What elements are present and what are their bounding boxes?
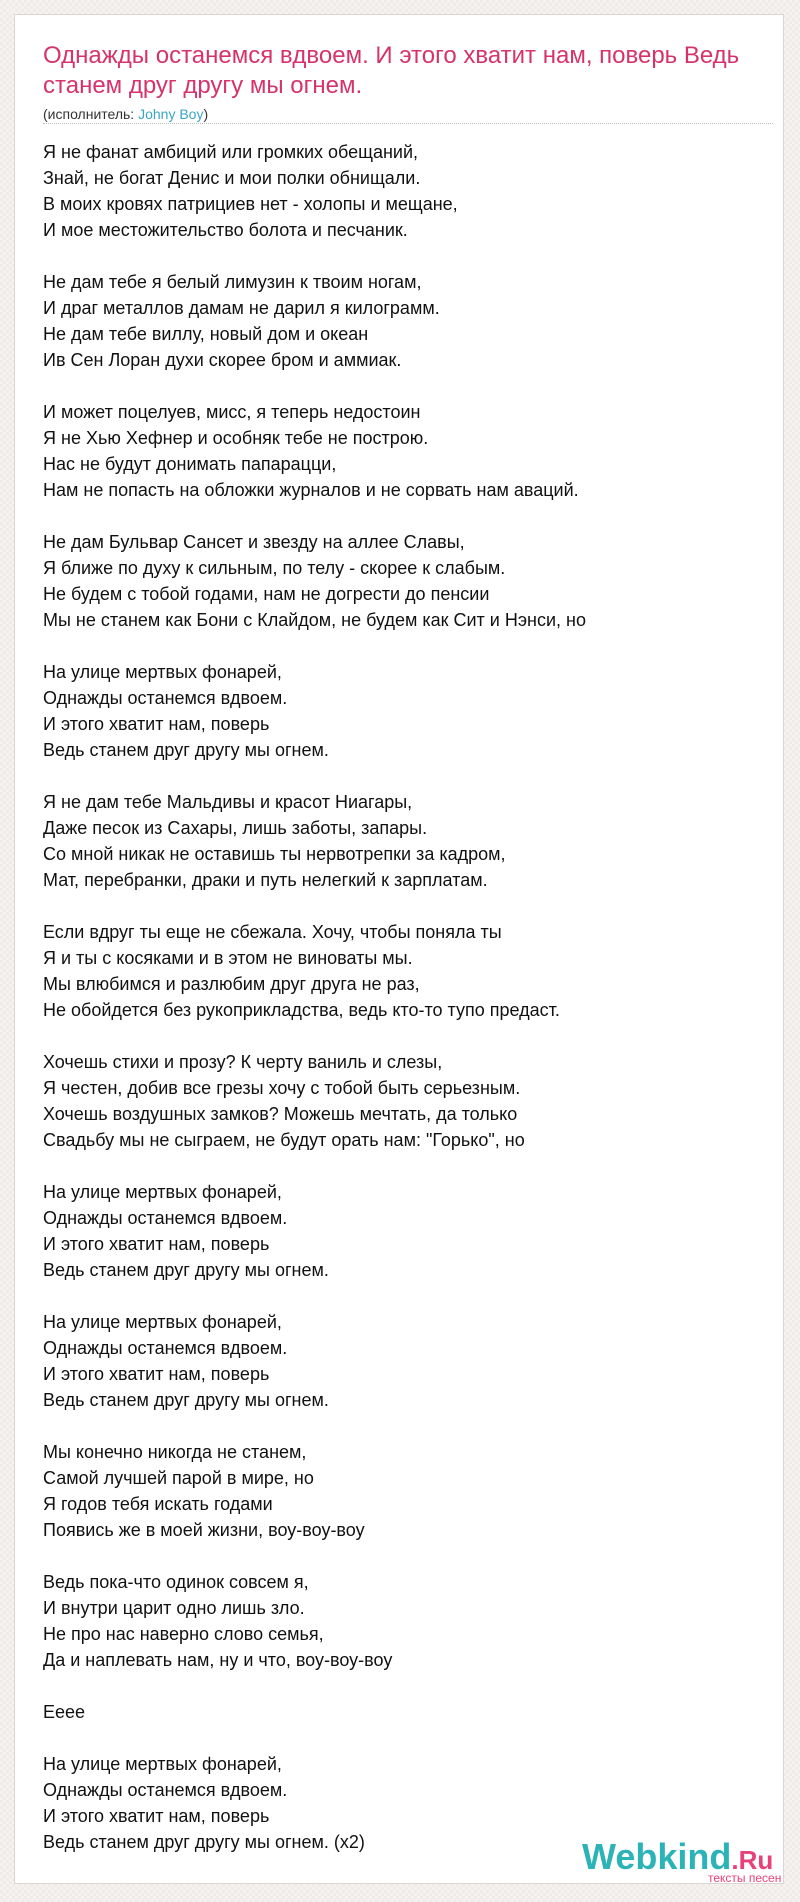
logo-tagline: тексты песен (708, 1871, 782, 1885)
lyrics-line: На улице мертвых фонарей, (43, 662, 282, 682)
lyrics-line: Свадьбу мы не сыграем, не будут орать нам: "Горько", но (43, 1130, 525, 1150)
lyrics-line: Я ближе по духу к сильным, по телу - скорее к слабым. (43, 558, 506, 578)
lyrics-line: Ведь станем друг другу мы огнем. (43, 1390, 329, 1410)
lyrics-line: Не про нас наверно слово семья, (43, 1624, 324, 1644)
lyrics-stanza (43, 789, 773, 893)
lyrics-line: Я не фанат амбиций или громких обещаний, (43, 142, 419, 162)
lyrics-line: Ив Сен Лоран духи скорее бром и аммиак. (43, 350, 402, 370)
lyrics-line: Мы не станем как Бони с Клайдом, не будем как Сит и Нэнси, но (43, 610, 586, 630)
lyrics-line: Не будем с тобой годами, нам не догрести до пенсии (43, 584, 490, 604)
site-logo[interactable] (582, 1837, 782, 1887)
lyrics-line: И внутри царит одно лишь зло. (43, 1598, 305, 1618)
lyrics-line: Ведь пока-что одинок совсем я, (43, 1572, 309, 1592)
lyrics-line: Мат, перебранки, драки и путь нелегкий к зарплатам. (43, 870, 488, 890)
lyrics-line: Я честен, добив все грезы хочу с тобой быть серьезным. (43, 1078, 521, 1098)
lyrics-stanza (43, 1569, 773, 1673)
lyrics-line: Знай, не богат Денис и мои полки обнищали. (43, 168, 421, 188)
lyrics-line: Однажды останемся вдвоем. (43, 1208, 288, 1228)
page-title: Однажды останемся вдвоем. И этого хватит нам, поверь Ведь станем друг другу мы огнем. (43, 42, 740, 99)
title-divider (43, 123, 773, 124)
lyrics-line: Ведь станем друг другу мы огнем. (43, 1260, 329, 1280)
lyrics-line: Однажды останемся вдвоем. (43, 1338, 288, 1358)
lyrics-stanza (43, 269, 773, 373)
lyrics-line: Я годов тебя искать годами (43, 1494, 273, 1514)
lyrics-line: Нам не попасть на обложки журналов и не сорвать нам аваций. (43, 480, 579, 500)
lyrics-line: И мое местожительство болота и песчаник. (43, 220, 408, 240)
lyrics-line: И этого хватит нам, поверь (43, 1234, 270, 1254)
lyrics-line: Я не Хью Хефнер и особняк тебе не построю. (43, 428, 429, 448)
logo-domain-text: .Ru (731, 1845, 774, 1875)
performer-prefix: (исполнитель: (43, 106, 139, 122)
lyrics-line: Хочешь стихи и прозу? К черту ваниль и слезы, (43, 1052, 443, 1072)
lyrics-line: Самой лучшей парой в мире, но (43, 1468, 314, 1488)
lyrics-stanza (43, 1179, 773, 1283)
lyrics-stanza (43, 1309, 773, 1413)
lyrics-line: И этого хватит нам, поверь (43, 714, 270, 734)
lyrics-stanza (43, 1049, 773, 1153)
logo-main-text: Webkind (582, 1836, 732, 1877)
lyrics-line: Даже песок из Сахары, лишь заботы, запары. (43, 818, 428, 838)
lyrics-stanza (43, 399, 773, 503)
performer-line (43, 105, 208, 123)
lyrics-line: Нас не будут донимать папарацци, (43, 454, 337, 474)
lyrics-line: Если вдруг ты еще не сбежала. Хочу, чтобы поняла ты (43, 922, 502, 942)
lyrics-line: На улице мертвых фонарей, (43, 1754, 282, 1774)
lyrics-line: И этого хватит нам, поверь (43, 1364, 270, 1384)
lyrics-line: И этого хватит нам, поверь (43, 1806, 270, 1826)
lyrics-stanza (43, 529, 773, 633)
lyrics-line: На улице мертвых фонарей, (43, 1182, 282, 1202)
lyrics-line: Однажды останемся вдвоем. (43, 1780, 288, 1800)
lyrics-line: Хочешь воздушных замков? Можешь мечтать, да только (43, 1104, 518, 1124)
artist-link[interactable]: Johny Boy (138, 106, 204, 122)
lyrics-stanza (43, 1439, 773, 1543)
lyrics-line: Не дам тебе я белый лимузин к твоим ногам, (43, 272, 422, 292)
lyrics-card (14, 14, 784, 1884)
lyrics-stanza (43, 919, 773, 1023)
lyrics-line: Я и ты с косяками и в этом не виноваты мы. (43, 948, 413, 968)
lyrics-line: Не обойдется без рукоприкладства, ведь кто-то тупо предаст. (43, 1000, 560, 1020)
lyrics-body (43, 139, 773, 1881)
lyrics-line: Да и наплевать нам, ну и что, воу-воу-воу (43, 1650, 393, 1670)
lyrics-line: Ееее (43, 1702, 86, 1722)
lyrics-line: Не дам тебе виллу, новый дом и океан (43, 324, 369, 344)
lyrics-line: На улице мертвых фонарей, (43, 1312, 282, 1332)
lyrics-line: Ведь станем друг другу мы огнем. (43, 740, 329, 760)
lyrics-line: Появись же в моей жизни, воу-воу-воу (43, 1520, 365, 1540)
lyrics-line: Не дам Бульвар Сансет и звезду на аллее Славы, (43, 532, 465, 552)
lyrics-line: Ведь станем друг другу мы огнем. (x2) (43, 1832, 365, 1852)
lyrics-line: И драг металлов дамам не дарил я килограмм. (43, 298, 440, 318)
lyrics-stanza (43, 1699, 773, 1725)
lyrics-stanza (43, 659, 773, 763)
lyrics-line: Я не дам тебе Мальдивы и красот Ниагары, (43, 792, 413, 812)
lyrics-stanza (43, 139, 773, 243)
performer-suffix: ) (203, 106, 209, 122)
lyrics-line: Мы влюбимся и разлюбим друг друга не раз, (43, 974, 420, 994)
lyrics-line: В моих кровях патрициев нет - холопы и мещане, (43, 194, 458, 214)
lyrics-line: Со мной никак не оставишь ты нервотрепки за кадром, (43, 844, 506, 864)
lyrics-line: Мы конечно никогда не станем, (43, 1442, 307, 1462)
lyrics-line: Однажды останемся вдвоем. (43, 688, 288, 708)
lyrics-line: И может поцелуев, мисс, я теперь недостоин (43, 402, 421, 422)
